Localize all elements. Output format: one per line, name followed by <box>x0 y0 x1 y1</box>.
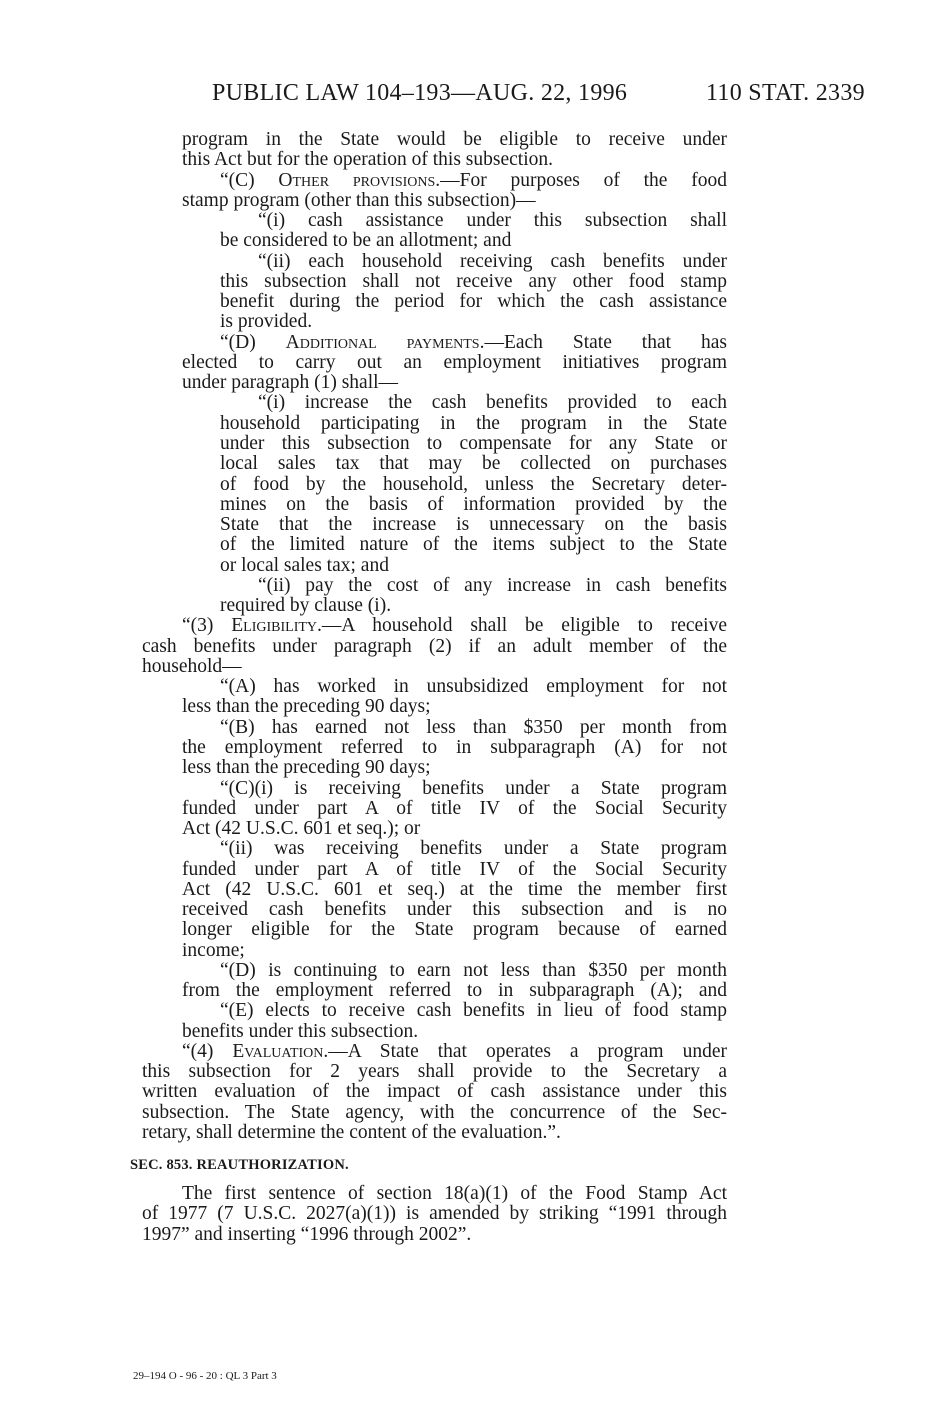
text-line <box>182 353 727 373</box>
line-text: of food by the household, unless the Secretary deter- <box>220 474 727 495</box>
text-line <box>220 272 727 292</box>
section-heading: SEC. 853. REAUTHORIZATION. <box>130 1157 349 1173</box>
line-text: less than the preceding 90 days; <box>182 696 431 718</box>
text-line <box>142 657 727 677</box>
text-line <box>182 799 727 819</box>
paragraph-heading: Other provisions <box>278 170 436 191</box>
text-line <box>142 1225 727 1245</box>
line-text: under paragraph (1) shall— <box>182 372 399 394</box>
line-text: longer eligible for the State program because of earned <box>182 920 727 941</box>
line-text: this subsection for 2 years shall provide to the Secretary a <box>142 1062 727 1083</box>
line-text: local sales tax that may be collected on purchases <box>220 454 727 475</box>
paragraph-heading: Additional payments <box>285 332 480 353</box>
text-line <box>220 779 727 799</box>
line-text: benefits under this subsection. <box>182 1020 419 1042</box>
text-line <box>182 758 727 778</box>
text-line <box>220 556 727 576</box>
line-text: “(ii) pay the cost of any increase in cash benefits <box>258 575 727 596</box>
text-line <box>220 454 727 474</box>
line-text: written evaluation of the impact of cash assistance under this <box>142 1082 727 1103</box>
paragraph-heading: Evaluation <box>232 1041 324 1062</box>
line-text: The first sentence of section 18(a)(1) of the Food Stamp Act <box>182 1184 727 1204</box>
text-line <box>220 231 727 251</box>
line-text: required by clause (i). <box>220 595 392 617</box>
line-text: “(E) elects to receive cash benefits in lieu of food stamp <box>220 1001 727 1022</box>
text-line <box>142 1103 727 1123</box>
line-text: 1997” and inserting “1996 through 2002”. <box>142 1223 472 1245</box>
text-line <box>220 414 727 434</box>
paragraph-heading: Eligibility <box>231 616 318 637</box>
text-line <box>220 292 727 312</box>
statute-text <box>0 130 940 1143</box>
line-text: household participating in the program in the State <box>220 413 727 434</box>
line-text: elected to carry out an employment initiatives program <box>182 352 727 373</box>
line-text: be considered to be an allotment; and <box>220 230 512 252</box>
line-text: funded under part A of title IV of the Social Security <box>182 859 727 880</box>
line-text: this subsection shall not receive any other food stamp <box>220 271 727 292</box>
line-text: under this subsection to compensate for any State or <box>220 433 727 454</box>
line-text: State that the increase is unnecessary on the basis <box>220 515 727 536</box>
line-text: retary, shall determine the content of the evaluation.”. <box>142 1122 561 1144</box>
text-line <box>182 920 727 940</box>
running-head-stat-page: 110 STAT. 2339 <box>706 80 865 106</box>
line-text: program in the State would be eligible to receive under <box>182 130 727 150</box>
line-text: stamp program (other than this subsection)— <box>182 189 536 211</box>
line-text: from the employment referred to in subparagraph (A); and <box>182 981 727 1002</box>
text-line <box>142 1123 727 1143</box>
text-line <box>182 1042 727 1062</box>
line-text: subsection. The State agency, with the concurrence of the Sec- <box>142 1102 727 1123</box>
text-line <box>220 535 727 555</box>
text-line <box>258 393 727 413</box>
text-line <box>258 252 727 272</box>
text-line <box>220 495 727 515</box>
line-text: “(D) is continuing to earn not less than $350 per month <box>220 960 727 981</box>
paragraph-designator: “(4) <box>182 1041 233 1062</box>
text-line <box>258 576 727 596</box>
line-text: or local sales tax; and <box>220 554 389 576</box>
line-text: “(i) increase the cash benefits provided to each <box>258 393 727 414</box>
text-line <box>182 738 727 758</box>
line-text: Act (42 U.S.C. 601 et seq.); or <box>182 818 421 840</box>
text-line <box>142 1204 727 1224</box>
line-text: .—For purposes of the food <box>435 170 727 191</box>
text-line <box>220 434 727 454</box>
line-text: funded under part A of title IV of the Social Security <box>182 798 727 819</box>
text-line <box>142 1062 727 1082</box>
text-line <box>182 880 727 900</box>
text-line <box>182 150 727 170</box>
text-line <box>182 616 727 636</box>
line-text: .—A household shall be eligible to receive <box>317 616 727 637</box>
text-line <box>220 475 727 495</box>
text-line <box>220 718 727 738</box>
paragraph-designator: “(C) <box>220 170 279 191</box>
line-text: Act (42 U.S.C. 601 et seq.) at the time the member first <box>182 879 727 900</box>
running-head-title: PUBLIC LAW 104–193—AUG. 22, 1996 <box>212 80 628 106</box>
line-text: .—Each State that has <box>479 332 727 353</box>
line-text: of the limited nature of the items subject to the State <box>220 535 727 556</box>
text-line <box>182 130 727 150</box>
text-line <box>220 596 727 616</box>
text-line <box>220 171 727 191</box>
line-text: benefit during the period for which the cash assistance <box>220 292 727 313</box>
line-text: received cash benefits under this subsection and is no <box>182 900 727 921</box>
paragraph-designator: “(D) <box>220 332 286 353</box>
text-line <box>220 333 727 353</box>
text-line <box>182 900 727 920</box>
line-text: the employment referred to in subparagraph (A) for not <box>182 737 727 758</box>
text-line <box>182 819 727 839</box>
text-line <box>182 191 727 211</box>
line-text: “(B) has earned not less than $350 per month from <box>220 717 727 738</box>
line-text: this Act but for the operation of this subsection. <box>182 149 553 171</box>
text-line <box>182 1022 727 1042</box>
line-text: .—A State that operates a program under <box>323 1041 727 1062</box>
line-text: mines on the basis of information provided by the <box>220 494 727 515</box>
paragraph-designator: “(3) <box>182 616 232 637</box>
text-line <box>220 312 727 332</box>
text-line <box>182 373 727 393</box>
text-line <box>142 1082 727 1102</box>
line-text: household— <box>142 655 242 677</box>
line-text: of 1977 (7 U.S.C. 2027(a)(1)) is amended by striking “1991 through <box>142 1204 727 1225</box>
section-text <box>0 1184 940 1245</box>
text-line <box>220 677 727 697</box>
line-text: cash benefits under paragraph (2) if an adult member of the <box>142 636 727 657</box>
text-line <box>220 961 727 981</box>
text-line <box>220 1001 727 1021</box>
text-line <box>182 941 727 961</box>
line-text: “(ii) was receiving benefits under a State program <box>220 839 727 860</box>
line-text: “(C)(i) is receiving benefits under a State program <box>220 778 727 799</box>
line-text: less than the preceding 90 days; <box>182 757 431 779</box>
text-line <box>182 697 727 717</box>
text-line <box>220 839 727 859</box>
text-line <box>182 1184 727 1204</box>
line-text: is provided. <box>220 311 313 333</box>
line-text: “(i) cash assistance under this subsection shall <box>258 211 727 232</box>
text-line <box>142 637 727 657</box>
text-line <box>182 981 727 1001</box>
text-line <box>258 211 727 231</box>
line-text: “(ii) each household receiving cash benefits under <box>258 251 727 272</box>
line-text: income; <box>182 939 245 961</box>
text-line <box>182 860 727 880</box>
line-text: “(A) has worked in unsubsidized employment for not <box>220 677 727 698</box>
print-footer: 29–194 O - 96 - 20 : QL 3 Part 3 <box>133 1370 277 1382</box>
text-line <box>220 515 727 535</box>
